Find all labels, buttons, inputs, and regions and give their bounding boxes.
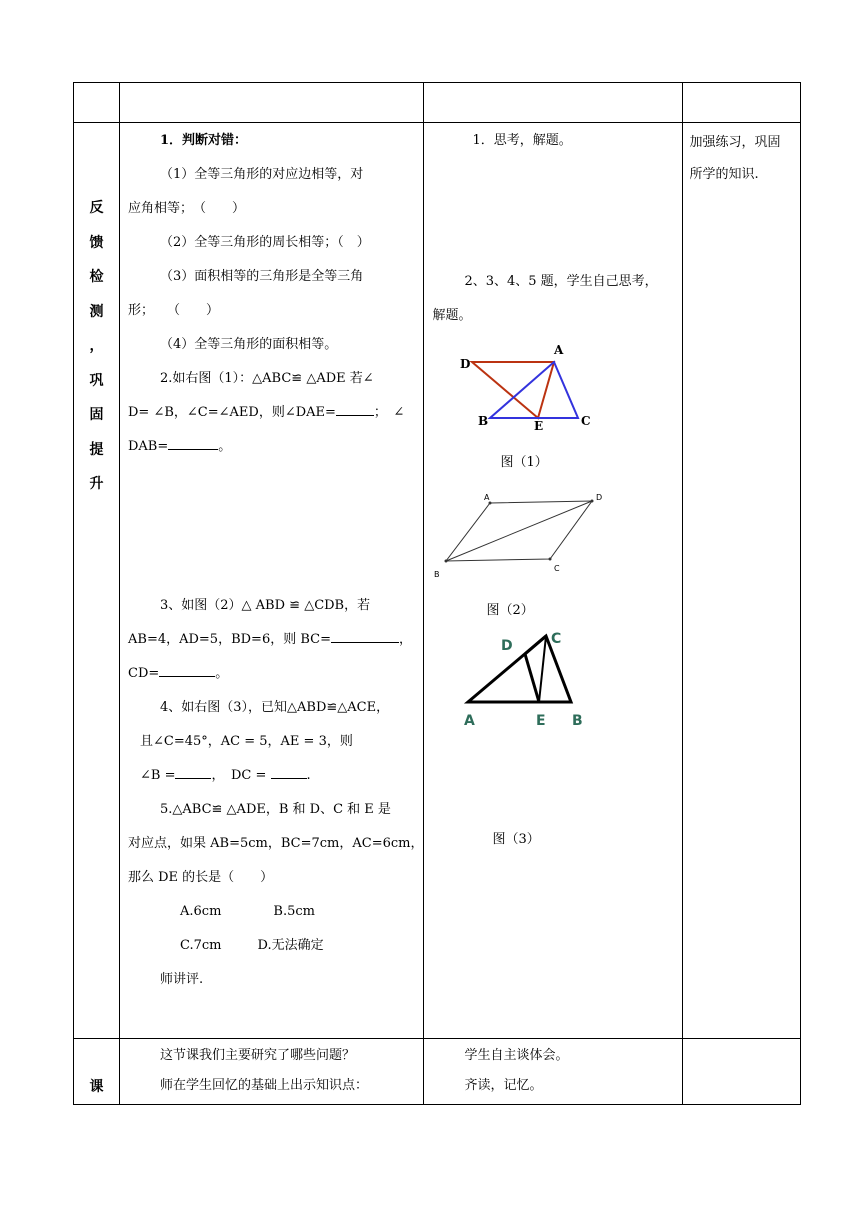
q4-line-c: ∠B = ， DC = . [140, 768, 311, 783]
purpose-cell [683, 123, 801, 1039]
answer-blank [175, 767, 211, 779]
student-step-2b: 解题。 [432, 308, 472, 323]
triangle-abc [490, 362, 578, 418]
answer-blank [331, 631, 399, 643]
q3-line-b: AB=4，AD=5，BD=6，则 BC= ， [128, 632, 413, 647]
answer-blank [168, 438, 218, 450]
q2-line-a: 2.如右图（1）：△ABC≌ △ADE 若∠ [160, 371, 374, 386]
fig1-label-c: C [581, 414, 592, 428]
q1-item-1b: 应角相等； （ ） [128, 201, 246, 216]
feedback-row [74, 123, 801, 1039]
purpose-line-1: 加强练习，巩固 [689, 135, 781, 150]
feedback-side-cell [74, 123, 120, 1039]
purpose-line-2: 所学的知识. [689, 167, 759, 182]
q5-options-cd: C.7cm D.无法确定 [180, 938, 324, 953]
figure-3 [454, 627, 594, 731]
summary-side-label: 课 [89, 1079, 104, 1095]
summary-purpose-cell [683, 1039, 801, 1105]
figure-3-caption: 图（3） [492, 832, 540, 847]
triangle-ade [472, 362, 554, 418]
segment-ce [525, 654, 539, 702]
summary-student-1: 学生自主谈体会。 [464, 1048, 569, 1063]
feedback-side-label: 反 馈 检 测 ， 巩 固 提 升 [89, 200, 104, 492]
teacher-activity-cell [120, 123, 424, 1039]
q2-line-c: DAB= 。 [128, 439, 232, 454]
student-step-1: 1．思考，解题。 [472, 133, 572, 148]
segment-ec [539, 636, 546, 702]
fig3-label-c: C [551, 631, 562, 647]
answer-blank [159, 665, 215, 677]
q1-item-3a: （3）面积相等的三角形是全等三角 [160, 269, 364, 284]
q1-item-2: （2）全等三角形的周长相等；（ ） [160, 235, 370, 250]
q2-line-b: D= ∠B，∠C=∠AED，则∠DAE= ； ∠ [128, 405, 405, 420]
answer-blank [336, 404, 374, 416]
fig1-label-a: A [554, 343, 564, 357]
fig2-label-c: C [554, 564, 561, 573]
fig3-label-b: B [572, 713, 584, 729]
fig2-label-d: D [596, 493, 603, 502]
fig2-label-a: A [484, 493, 490, 502]
q1-item-1a: （1）全等三角形的对应边相等，对 [160, 167, 364, 182]
fig3-label-e: E [536, 713, 547, 729]
figure-1-caption: 图（1） [500, 455, 548, 470]
q5-options-ab: A.6cm B.5cm [180, 904, 315, 919]
lesson-table [73, 82, 801, 1105]
q4-line-a: 4、如右图（3），已知△ABD≌△ACE， [160, 700, 390, 715]
fig1-label-b: B [478, 414, 489, 428]
q1-item-3b: 形； （ ） [128, 303, 220, 318]
q1-item-4: （4）全等三角形的面积相等。 [160, 337, 338, 352]
fig1-label-d: D [460, 357, 471, 371]
student-step-2a: 2、3、4、5 题，学生自己思考， [464, 274, 658, 289]
summary-teacher-cell [120, 1039, 424, 1105]
q1-title: 1．判断对错： [160, 133, 248, 148]
teacher-review: 师讲评. [160, 972, 204, 987]
fig1-label-e: E [534, 419, 544, 433]
figure-2 [432, 489, 622, 585]
figure-2-caption: 图（2） [486, 603, 534, 618]
summary-student-cell [424, 1039, 683, 1105]
student-activity-cell [424, 123, 683, 1039]
q3-line-a: 3、如图（2）△ ABD ≌ △CDB，若 [160, 598, 371, 613]
header-row [74, 83, 801, 123]
summary-side-cell [74, 1039, 120, 1105]
summary-row [74, 1039, 801, 1105]
fig3-label-d: D [501, 638, 514, 654]
fig2-label-b: B [434, 570, 440, 579]
answer-blank [271, 767, 307, 779]
q5-line-a: 5.△ABC≌ △ADE，B 和 D、C 和 E 是 [160, 802, 391, 817]
summary-line-1: 这节课我们主要研究了哪些问题？ [160, 1048, 356, 1063]
q5-line-b: 对应点，如果 AB=5cm，BC=7cm，AC=6cm， [128, 836, 424, 851]
summary-student-2: 齐读，记忆。 [464, 1078, 543, 1093]
q5-line-c: 那么 DE 的长是（ ） [128, 870, 274, 885]
fig3-label-a: A [464, 713, 476, 729]
figure-1 [452, 341, 602, 435]
summary-line-2: 师在学生回忆的基础上出示知识点： [160, 1078, 369, 1093]
q4-line-b: 且∠C=45°，AC = 5，AE = 3，则 [140, 734, 353, 749]
q3-line-c: CD= 。 [128, 666, 229, 681]
